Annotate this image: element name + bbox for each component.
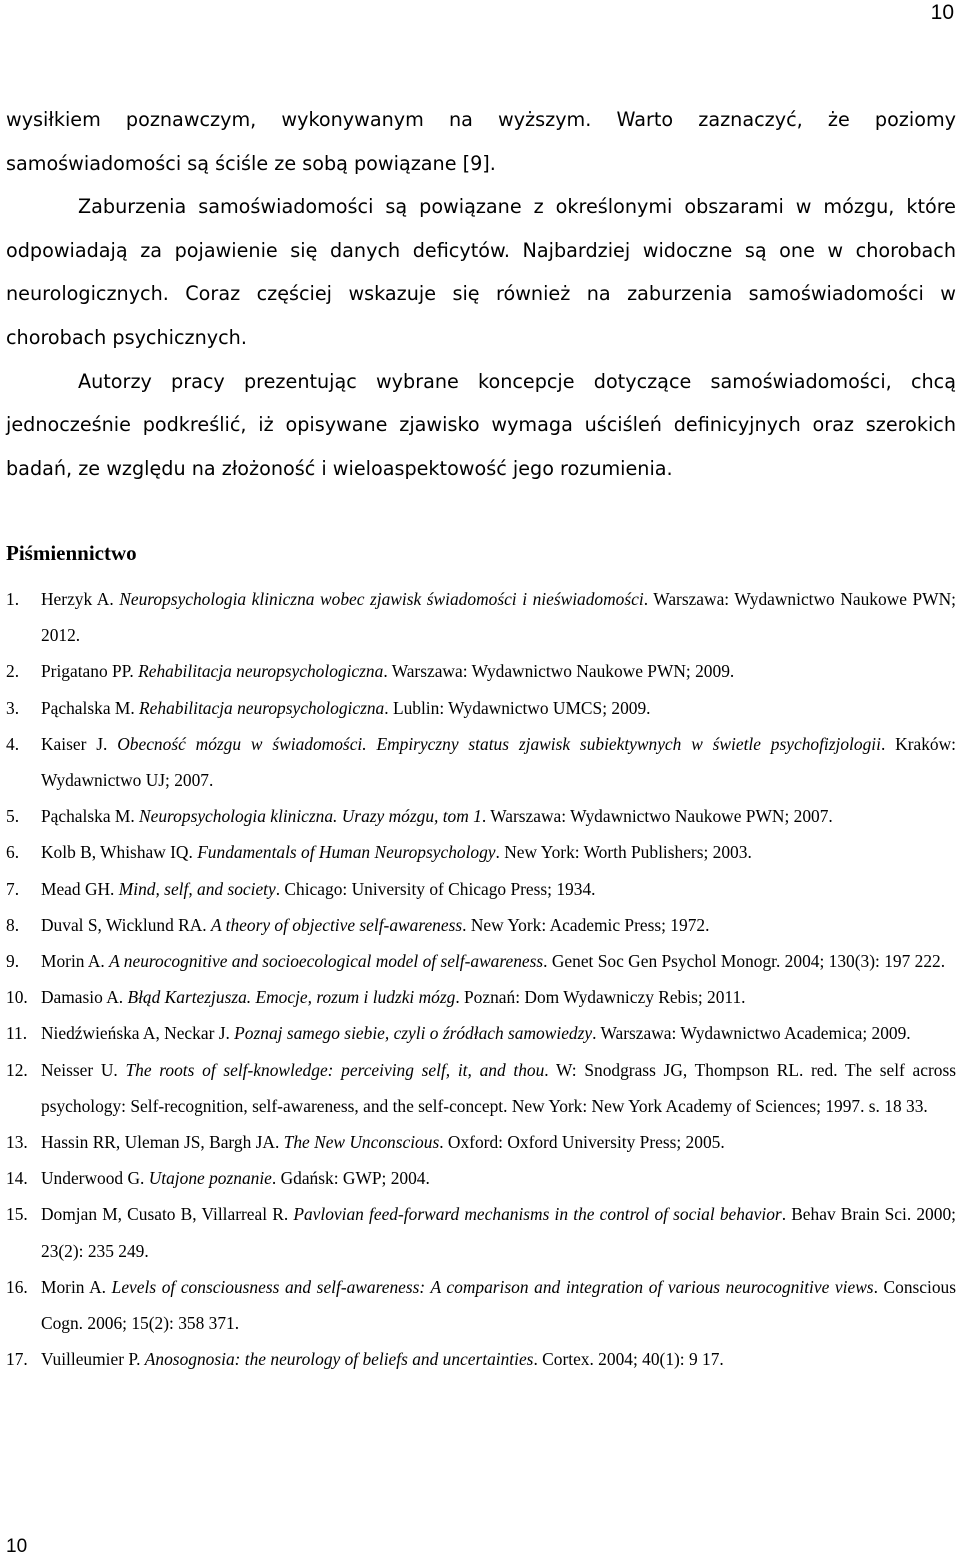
reference-title: Levels of consciousness and self-awareness: A comparison and integration of various neurocognitive views	[111, 1276, 874, 1297]
reference-authors: Pąchalska M.	[41, 697, 140, 718]
reference-item	[6, 1196, 956, 1268]
reference-source: . Gdańsk: GWP; 2004.	[271, 1168, 430, 1189]
reference-item	[6, 1269, 956, 1341]
reference-authors: Damasio A.	[41, 987, 128, 1008]
reference-item	[6, 943, 956, 979]
reference-item	[6, 1341, 956, 1377]
reference-number: 5.	[6, 806, 20, 827]
reference-authors: Domjan M, Cusato B, Villarreal R.	[41, 1204, 294, 1225]
reference-number: 12.	[6, 1059, 28, 1080]
reference-authors: Morin A.	[41, 1276, 112, 1297]
reference-source: . Warszawa: Wydawnictwo Academica; 2009.	[592, 1023, 911, 1044]
reference-title: Neuropsychologia kliniczna. Urazy mózgu, tom 1	[139, 806, 482, 827]
reference-text	[41, 943, 956, 979]
reference-text	[41, 907, 956, 943]
reference-title: A theory of objective self-awareness	[210, 914, 463, 935]
reference-text	[41, 1160, 956, 1196]
reference-title: Poznaj samego siebie, czyli o źródłach samowiedzy	[234, 1023, 593, 1044]
reference-number: 11.	[6, 1023, 28, 1044]
reference-number: 15.	[6, 1204, 28, 1225]
reference-authors: Vuilleumier P.	[41, 1349, 145, 1370]
reference-authors: Kolb B, Whishaw IQ.	[41, 842, 198, 863]
reference-item	[6, 1160, 956, 1196]
paragraph: Zaburzenia samoświadomości są powiązane z określonymi obszarami w mózgu, które odpowiadają za pojawienie się danych deficytów. Najbardziej widoczne są one w chorobach neurologicznych. Coraz częściej wskazuje się również na zaburzenia samoświadomości w chorobach psychicznych.	[6, 195, 956, 349]
reference-title: Mind, self, and society	[118, 878, 276, 899]
reference-item	[6, 653, 956, 689]
reference-title: Pavlovian feed-forward mechanisms in the control of social behavior	[293, 1204, 782, 1225]
page-number-bottom: 10	[6, 1536, 28, 1557]
reference-source: . Warszawa: Wydawnictwo Naukowe PWN; 2009.	[383, 661, 735, 682]
bibliography-heading: Piśmiennictwo	[6, 541, 137, 565]
reference-number: 16.	[6, 1276, 28, 1297]
reference-title: Fundamentals of Human Neuropsychology	[197, 842, 496, 863]
reference-number: 7.	[6, 878, 20, 899]
reference-source: . Poznań: Dom Wydawniczy Rebis; 2011.	[455, 987, 746, 1008]
reference-item	[6, 581, 956, 653]
reference-source: . Conscious Cogn. 2006; 15(2): 358 371.	[41, 1276, 956, 1334]
paragraph: Autorzy pracy prezentując wybrane koncepcje dotyczące samoświadomości, chcą jednocześnie podkreślić, iż opisywane zjawisko wymaga uściśleń definicyjnych oraz szerokich badań, ze względu na złożoność i wieloaspektowość jego rozumienia.	[6, 369, 956, 480]
reference-item	[6, 907, 956, 943]
reference-title: The roots of self-knowledge: perceiving self, it, and thou	[125, 1059, 545, 1080]
reference-source: . Warszawa: Wydawnictwo Naukowe PWN; 2012.	[41, 589, 956, 646]
reference-number: 6.	[6, 842, 20, 863]
reference-title: Błąd Kartezjusza. Emocje, rozum i ludzki mózg	[127, 987, 456, 1008]
reference-item	[6, 834, 956, 870]
reference-text	[41, 979, 956, 1015]
reference-text	[41, 1269, 956, 1341]
page-number-top: 10	[930, 1, 954, 24]
reference-title: Utajone poznanie	[148, 1168, 272, 1189]
reference-number: 3.	[6, 697, 20, 718]
reference-text	[41, 726, 956, 798]
reference-item	[6, 979, 956, 1015]
reference-item	[6, 1015, 956, 1051]
reference-number: 4.	[6, 733, 20, 754]
reference-text	[41, 1124, 956, 1160]
reference-text	[41, 1015, 956, 1051]
reference-source: . W: Snodgrass JG, Thompson RL. red. The self across psychology: Self-recognition, self-awareness, and the self-concept. New York: New York Academy of Sciences; 1997. s. 18 33.	[41, 1059, 956, 1116]
reference-title: Obecność mózgu w świadomości. Empiryczny status zjawisk subiektywnych w świetle psychofizjologii	[117, 733, 881, 754]
reference-title: The New Unconscious	[283, 1132, 440, 1153]
reference-item	[6, 871, 956, 907]
reference-source: . Warszawa: Wydawnictwo Naukowe PWN; 2007.	[481, 806, 833, 827]
reference-authors: Neisser U.	[41, 1059, 126, 1080]
reference-text	[41, 871, 956, 907]
reference-text	[41, 690, 956, 726]
reference-item	[6, 690, 956, 726]
reference-number: 13.	[6, 1132, 28, 1153]
reference-item	[6, 726, 956, 798]
reference-text	[41, 581, 956, 653]
reference-text	[41, 1196, 956, 1268]
reference-authors: Pąchalska M.	[41, 806, 140, 827]
reference-authors: Kaiser J.	[41, 733, 118, 754]
reference-title: A neurocognitive and socioecological model of self-awareness	[109, 951, 544, 972]
reference-title: Anosognosia: the neurology of beliefs and uncertainties	[144, 1349, 534, 1370]
reference-source: . Chicago: University of Chicago Press; 1934.	[275, 878, 596, 899]
reference-source: . New York: Academic Press; 1972.	[462, 914, 710, 935]
reference-title: Rehabilitacja neuropsychologiczna	[139, 697, 385, 718]
reference-title: Rehabilitacja neuropsychologiczna	[138, 661, 384, 682]
reference-list	[6, 581, 956, 1377]
paragraph-continuation: wysiłkiem poznawczym, wykonywanym na wyższym. Warto zaznaczyć, że poziomy samoświadomości są ściśle ze sobą powiązane [9].	[6, 108, 956, 175]
reference-authors: Hassin RR, Uleman JS, Bargh JA.	[41, 1132, 284, 1153]
reference-source: . Cortex. 2004; 40(1): 9 17.	[533, 1349, 724, 1370]
reference-authors: Mead GH.	[41, 878, 119, 899]
reference-text	[41, 653, 956, 689]
reference-number: 8.	[6, 914, 20, 935]
reference-title: Neuropsychologia kliniczna wobec zjawisk świadomości i nieświadomości	[119, 589, 644, 609]
reference-number: 10.	[6, 987, 28, 1008]
reference-item	[6, 1052, 956, 1124]
reference-text	[41, 1341, 956, 1377]
reference-source: . Genet Soc Gen Psychol Monogr. 2004; 130(3): 197 222.	[543, 951, 946, 972]
reference-source: . Kraków: Wydawnictwo UJ; 2007.	[41, 733, 957, 791]
reference-item	[6, 798, 956, 834]
reference-source: . Behav Brain Sci. 2000; 23(2): 235 249.	[41, 1204, 956, 1261]
reference-authors: Duval S, Wicklund RA.	[41, 914, 211, 935]
reference-authors: Underwood G.	[41, 1168, 149, 1189]
reference-source: . Oxford: Oxford University Press; 2005.	[439, 1132, 725, 1153]
reference-authors: Morin A.	[41, 951, 110, 972]
reference-number: 17.	[6, 1349, 28, 1370]
reference-number: 2.	[6, 661, 20, 682]
body-text	[6, 98, 956, 490]
reference-authors: Prigatano PP.	[41, 661, 139, 682]
reference-number: 9.	[6, 951, 20, 972]
reference-authors: Niedźwieńska A, Neckar J.	[41, 1023, 235, 1044]
reference-text	[41, 834, 956, 870]
reference-text	[41, 1052, 956, 1124]
reference-number: 14.	[6, 1168, 28, 1189]
reference-number: 1.	[6, 589, 20, 609]
reference-text	[41, 798, 956, 834]
reference-source: . New York: Worth Publishers; 2003.	[495, 842, 752, 863]
reference-source: . Lublin: Wydawnictwo UMCS; 2009.	[384, 697, 651, 718]
reference-item	[6, 1124, 956, 1160]
reference-authors: Herzyk A.	[41, 589, 120, 609]
